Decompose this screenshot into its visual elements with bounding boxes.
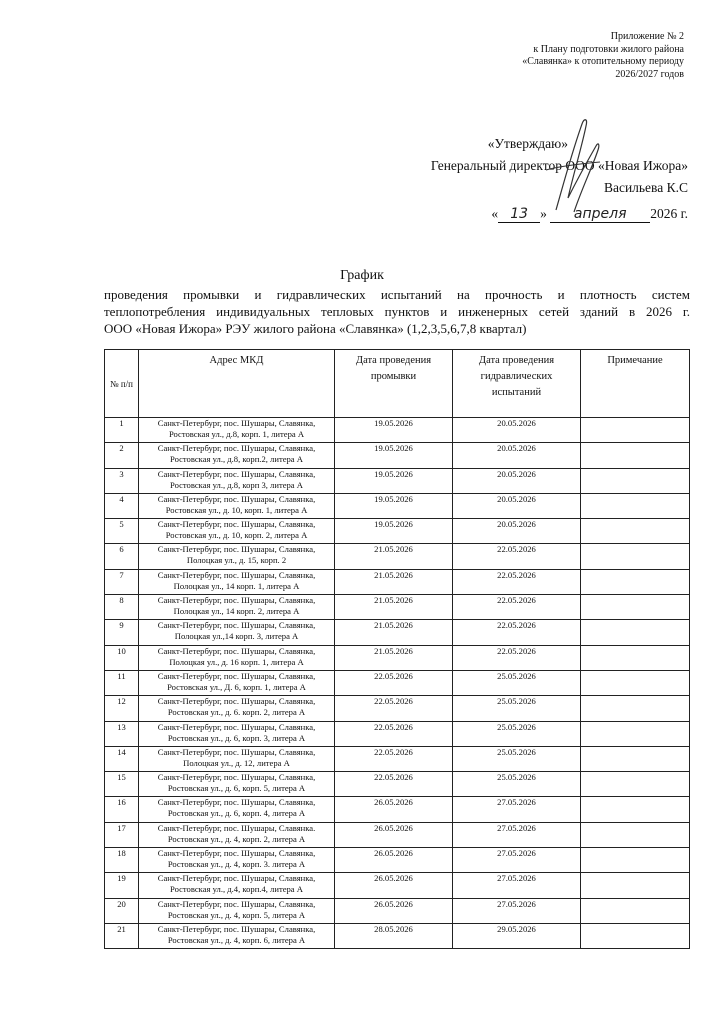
row-address: [139, 670, 335, 695]
row-flush-date: 22.05.2026: [335, 746, 453, 771]
address-line: Санкт-Петербург, пос. Шушары, Славянка.: [157, 822, 316, 833]
approver-position: Генеральный директор ООО «Новая Ижора»: [430, 158, 688, 173]
approval-day: 13: [498, 206, 540, 223]
address-line: Санкт-Петербург, пос. Шушары, Славянка,: [157, 772, 316, 783]
address-line: Ростовская ул., д. 4, корп. 5, литера А: [167, 909, 306, 920]
approval-date: [388, 203, 688, 225]
table-row: [105, 443, 690, 468]
row-test-date: 27.05.2026: [453, 873, 581, 898]
row-note: [581, 797, 690, 822]
row-note: [581, 620, 690, 645]
row-flush-date: 26.05.2026: [335, 848, 453, 873]
row-number: 15: [105, 772, 139, 797]
row-number: 20: [105, 898, 139, 923]
row-flush-date: 26.05.2026: [335, 797, 453, 822]
address-line: Санкт-Петербург, пос. Шушары, Славянка,: [157, 721, 316, 732]
table-row: [105, 620, 690, 645]
row-flush-date: 26.05.2026: [335, 898, 453, 923]
approver-name: Васильева К.С: [603, 180, 688, 195]
row-address: [139, 443, 335, 468]
table-row: [105, 519, 690, 544]
row-number: 5: [105, 519, 139, 544]
address-line: Санкт-Петербург, пос. Шушары, Славянка,: [157, 595, 316, 606]
address-line: Санкт-Петербург, пос. Шушары, Славянка,: [157, 696, 316, 707]
date-close-quote: »: [540, 206, 547, 221]
table-row: [105, 418, 690, 443]
row-note: [581, 772, 690, 797]
row-note: [581, 721, 690, 746]
row-test-date: 27.05.2026: [453, 797, 581, 822]
address-line: Ростовская ул., д. 6, корп. 4, литера А: [167, 808, 306, 819]
date-open-quote: «: [491, 206, 499, 221]
row-note: [581, 493, 690, 518]
row-test-date: 29.05.2026: [453, 923, 581, 948]
row-number: 16: [105, 797, 139, 822]
address-line: Санкт-Петербург, пос. Шушары, Славянка,: [157, 620, 316, 631]
address-line: Санкт-Петербург, пос. Шушары, Славянка,: [157, 873, 316, 884]
appendix-line: Приложение № 2: [610, 31, 684, 42]
address-line: Санкт-Петербург, пос. Шушары, Славянка,: [157, 746, 316, 757]
header-flush-date: Дата проведения промывки: [335, 350, 453, 418]
address-line: Санкт-Петербург, пос. Шушары, Славянка,: [157, 645, 316, 656]
table-row: [105, 772, 690, 797]
address-line: Ростовская ул., д.4, корп.4, литера А: [170, 884, 303, 895]
address-line: Санкт-Петербург, пос. Шушары, Славянка,: [157, 670, 316, 681]
row-flush-date: 22.05.2026: [335, 772, 453, 797]
row-flush-date: 26.05.2026: [335, 822, 453, 847]
row-number: 18: [105, 848, 139, 873]
header-note: Примечание: [581, 350, 690, 418]
row-address: [139, 696, 335, 721]
row-number: 4: [105, 493, 139, 518]
row-address: [139, 721, 335, 746]
row-number: 8: [105, 595, 139, 620]
row-number: 19: [105, 873, 139, 898]
row-address: [139, 772, 335, 797]
row-flush-date: 22.05.2026: [335, 696, 453, 721]
header-address: Адрес МКД: [139, 350, 335, 418]
table-row: [105, 848, 690, 873]
row-flush-date: 19.05.2026: [335, 493, 453, 518]
row-note: [581, 595, 690, 620]
row-test-date: 20.05.2026: [453, 468, 581, 493]
approval-month: апреля: [550, 206, 650, 223]
row-flush-date: 26.05.2026: [335, 873, 453, 898]
table-row: [105, 544, 690, 569]
row-number: 14: [105, 746, 139, 771]
row-note: [581, 670, 690, 695]
table-row: [105, 822, 690, 847]
address-line: Ростовская ул., д. 4, корп. 3. литера А: [167, 859, 306, 870]
address-line: Санкт-Петербург, пос. Шушары, Славянка,: [157, 493, 316, 504]
row-flush-date: 21.05.2026: [335, 569, 453, 594]
row-number: 12: [105, 696, 139, 721]
row-flush-date: 19.05.2026: [335, 519, 453, 544]
address-line: Санкт-Петербург, пос. Шушары, Славянка,: [157, 569, 316, 580]
address-line: Ростовская ул., д. 6, корп. 3, литера А: [167, 732, 306, 743]
document-description: [104, 286, 690, 337]
row-flush-date: 22.05.2026: [335, 721, 453, 746]
row-test-date: 25.05.2026: [453, 670, 581, 695]
address-line: Ростовская ул., д. 6. корп. 2, литера А: [167, 707, 306, 718]
row-flush-date: 22.05.2026: [335, 670, 453, 695]
row-flush-date: 19.05.2026: [335, 443, 453, 468]
table-row: [105, 569, 690, 594]
document-title: График: [340, 268, 384, 283]
row-number: 1: [105, 418, 139, 443]
row-test-date: 22.05.2026: [453, 595, 581, 620]
row-number: 9: [105, 620, 139, 645]
table-row: [105, 898, 690, 923]
appendix-line: «Славянка» к отопительному периоду: [522, 56, 684, 67]
row-number: 17: [105, 822, 139, 847]
row-test-date: 20.05.2026: [453, 493, 581, 518]
appendix-line: 2026/2027 годов: [615, 68, 684, 80]
row-address: [139, 595, 335, 620]
row-flush-date: 21.05.2026: [335, 595, 453, 620]
row-test-date: 22.05.2026: [453, 544, 581, 569]
address-line: Санкт-Петербург, пос. Шушары, Славянка,: [157, 797, 316, 808]
row-address: [139, 569, 335, 594]
row-test-date: 25.05.2026: [453, 696, 581, 721]
row-test-date: 22.05.2026: [453, 620, 581, 645]
header-test-date: Дата проведения гидравлических испытаний: [453, 350, 581, 418]
row-address: [139, 468, 335, 493]
row-address: [139, 418, 335, 443]
table-row: [105, 696, 690, 721]
address-line: Санкт-Петербург, пос. Шушары, Славянка,: [157, 443, 316, 454]
row-number: 3: [105, 468, 139, 493]
description-line: ООО «Новая Ижора» РЭУ жилого района «Славянка» (1,2,3,5,6,7,8 квартал): [104, 321, 527, 336]
table-row: [105, 746, 690, 771]
row-address: [139, 493, 335, 518]
row-test-date: 25.05.2026: [453, 746, 581, 771]
address-line: Ростовская ул., д.8, корп.2, литера А: [170, 454, 303, 465]
row-address: [139, 797, 335, 822]
header-num: № п/п: [105, 350, 139, 418]
row-note: [581, 443, 690, 468]
row-test-date: 25.05.2026: [453, 721, 581, 746]
row-test-date: 20.05.2026: [453, 519, 581, 544]
row-note: [581, 696, 690, 721]
row-address: [139, 544, 335, 569]
row-note: [581, 923, 690, 948]
row-flush-date: 19.05.2026: [335, 418, 453, 443]
row-test-date: 22.05.2026: [453, 569, 581, 594]
row-test-date: 20.05.2026: [453, 418, 581, 443]
approval-block: [388, 133, 688, 225]
address-line: Ростовская ул., д. 10, корп. 1, литера А: [165, 504, 308, 515]
address-line: Полоцкая ул., 14 корп. 1, литера А: [173, 580, 300, 591]
row-test-date: 27.05.2026: [453, 898, 581, 923]
row-number: 13: [105, 721, 139, 746]
row-note: [581, 848, 690, 873]
table-row: [105, 645, 690, 670]
address-line: Ростовская ул., д. 10, корп. 2, литера А: [165, 530, 308, 541]
row-note: [581, 898, 690, 923]
table-row: [105, 923, 690, 948]
address-line: Санкт-Петербург, пос. Шушары, Славянка,: [157, 544, 316, 555]
appendix-note: [454, 31, 684, 81]
table-row: [105, 493, 690, 518]
row-note: [581, 746, 690, 771]
row-test-date: 20.05.2026: [453, 443, 581, 468]
address-line: Санкт-Петербург, пос. Шушары, Славянка,: [157, 923, 316, 934]
address-line: Санкт-Петербург, пос. Шушары, Славянка,: [157, 418, 316, 428]
row-address: [139, 848, 335, 873]
row-note: [581, 418, 690, 443]
row-note: [581, 468, 690, 493]
row-number: 7: [105, 569, 139, 594]
address-line: Санкт-Петербург, пос. Шушары, Славянка,: [157, 468, 316, 479]
row-note: [581, 822, 690, 847]
row-number: 10: [105, 645, 139, 670]
address-line: Санкт-Петербург, пос. Шушары, Славянка,: [157, 848, 316, 859]
row-address: [139, 873, 335, 898]
row-number: 11: [105, 670, 139, 695]
row-flush-date: 21.05.2026: [335, 645, 453, 670]
table-row: [105, 797, 690, 822]
table-row: [105, 873, 690, 898]
row-flush-date: 28.05.2026: [335, 923, 453, 948]
row-address: [139, 923, 335, 948]
address-line: Полоцкая ул., д. 16 корп. 1, литера А: [169, 656, 304, 667]
approval-year: 2026 г.: [650, 206, 688, 221]
row-test-date: 22.05.2026: [453, 645, 581, 670]
address-line: Санкт-Петербург, пос. Шушары, Славянка,: [157, 898, 316, 909]
row-address: [139, 898, 335, 923]
row-flush-date: 19.05.2026: [335, 468, 453, 493]
address-line: Ростовская ул., д.8, корп 3, литера А: [170, 479, 303, 490]
address-line: Полоцкая ул., 14 корп. 2, литера А: [173, 606, 300, 617]
row-number: 21: [105, 923, 139, 948]
appendix-line: к Плану подготовки жилого района: [533, 43, 684, 55]
address-line: Полоцкая ул., д. 15, корп. 2: [186, 555, 287, 566]
table-row: [105, 670, 690, 695]
row-note: [581, 645, 690, 670]
row-flush-date: 21.05.2026: [335, 544, 453, 569]
address-line: Ростовская ул., Д. 6, корп. 1, литера А: [167, 681, 306, 692]
row-address: [139, 519, 335, 544]
schedule-table: [104, 349, 690, 949]
table-row: [105, 468, 690, 493]
table-row: [105, 595, 690, 620]
row-flush-date: 21.05.2026: [335, 620, 453, 645]
row-address: [139, 645, 335, 670]
address-line: Полоцкая ул., д. 12, литера А: [183, 757, 290, 768]
row-note: [581, 544, 690, 569]
row-note: [581, 519, 690, 544]
address-line: Полоцкая ул.,14 корп. 3, литера А: [174, 631, 299, 642]
row-note: [581, 569, 690, 594]
description-line: проведения промывки и гидравлических испытаний на прочность и плотность систем: [104, 287, 690, 302]
approve-word: «Утверждаю»: [487, 136, 568, 151]
description-line: теплопотребления индивидуальных тепловых пунктов и инженерных сетей зданий в 2026 г.: [104, 304, 690, 319]
row-number: 6: [105, 544, 139, 569]
table-row: [105, 721, 690, 746]
row-test-date: 27.05.2026: [453, 822, 581, 847]
address-line: Ростовская ул., д. 4, корп. 2, литера А: [167, 833, 306, 844]
row-address: [139, 620, 335, 645]
row-note: [581, 873, 690, 898]
row-test-date: 25.05.2026: [453, 772, 581, 797]
row-number: 2: [105, 443, 139, 468]
table-header-row: [105, 350, 690, 418]
row-address: [139, 746, 335, 771]
address-line: Ростовская ул., д. 6, корп. 5, литера А: [167, 783, 306, 794]
row-address: [139, 822, 335, 847]
row-test-date: 27.05.2026: [453, 848, 581, 873]
address-line: Санкт-Петербург, пос. Шушары, Славянка,: [157, 519, 316, 530]
address-line: Ростовская ул., д. 4, корп. 6, литера А: [167, 934, 306, 945]
address-line: Ростовская ул., д.8, корп. 1, литера А: [168, 429, 305, 439]
